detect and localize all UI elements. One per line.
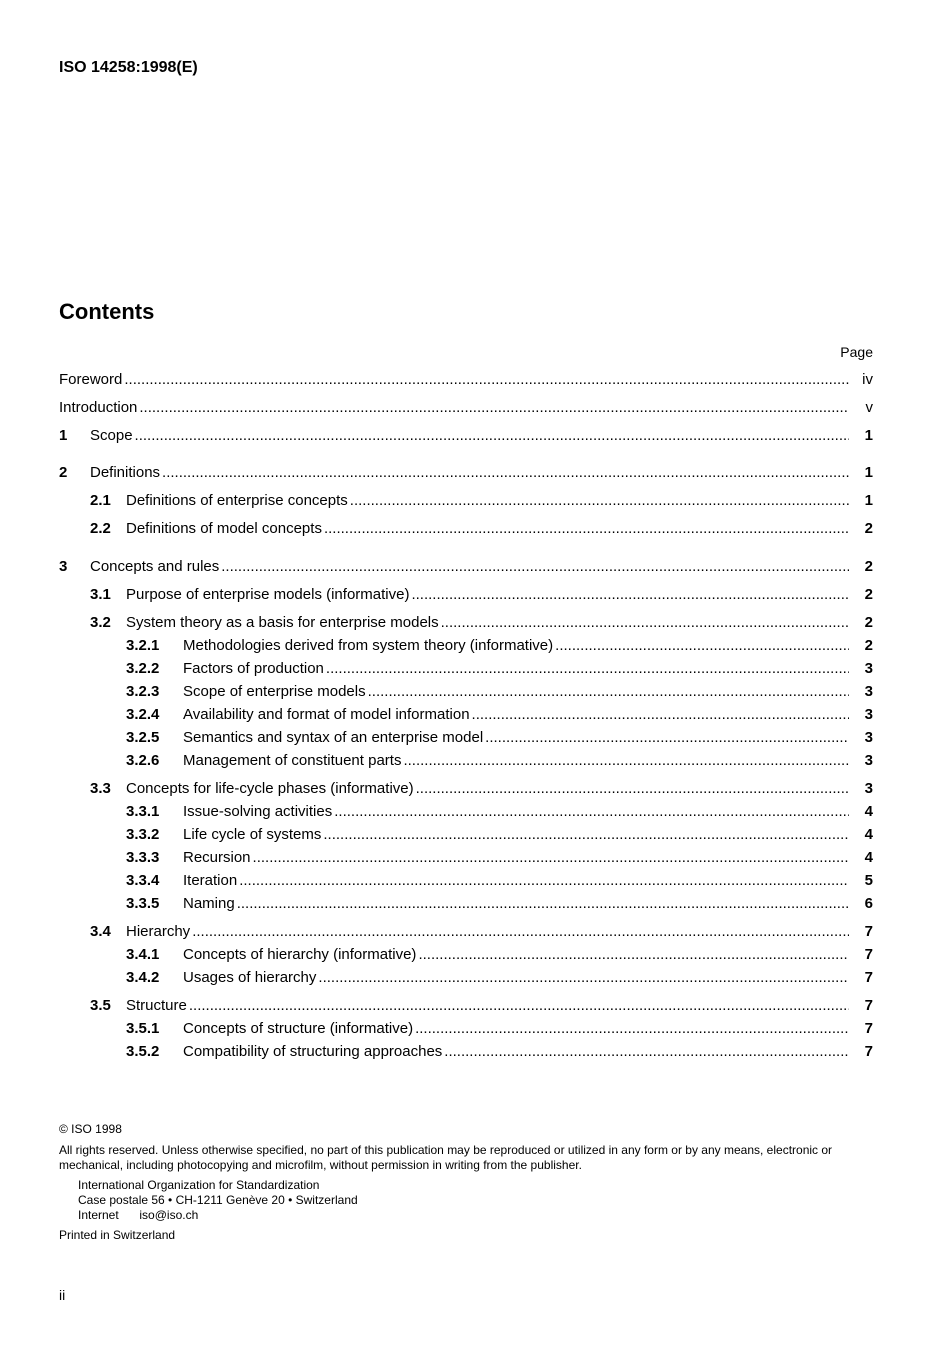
toc-entry-number: 3.5 [90, 997, 111, 1014]
toc-entry-title: Iteration [183, 869, 239, 892]
toc-entry[interactable] [59, 489, 873, 512]
printed-in: Printed in Switzerland [59, 1228, 176, 1242]
toc-entry-title: Scope of enterprise models [183, 680, 368, 703]
toc-entry-number: 2.1 [90, 492, 111, 509]
toc-entry-number: 3.5.2 [126, 1043, 160, 1060]
toc-entry[interactable] [59, 943, 873, 966]
dot-leader [192, 920, 849, 943]
dot-leader [221, 555, 849, 578]
toc-entry-title: Foreword [59, 368, 124, 391]
toc-entry[interactable] [59, 1040, 873, 1063]
dot-leader [253, 846, 849, 869]
dot-leader [318, 966, 849, 989]
toc-entry-page: 3 [864, 780, 873, 797]
toc-entry[interactable] [59, 800, 873, 823]
dot-leader [415, 1017, 849, 1040]
toc-entry-title: Methodologies derived from system theory (informative) [183, 634, 555, 657]
dot-leader [237, 892, 849, 915]
toc-entry-number: 3.2 [90, 614, 111, 631]
toc-entry-number: 2 [59, 464, 68, 481]
toc-entry-page: 7 [864, 1043, 873, 1060]
toc-entry-number: 1 [59, 427, 68, 444]
toc-entry[interactable] [59, 823, 873, 846]
toc-entry-number: 3.3.1 [126, 803, 160, 820]
toc-entry-page: 3 [864, 729, 873, 746]
dot-leader [162, 461, 849, 484]
toc-entry-page: 7 [864, 923, 873, 940]
toc-entry-title: Naming [183, 892, 237, 915]
toc-entry-page: 7 [864, 946, 873, 963]
toc-entry-page: v [865, 399, 873, 416]
toc-entry-number: 3.2.5 [126, 729, 160, 746]
toc-entry-number: 3.4.1 [126, 946, 160, 963]
org-address: Case postale 56 • CH-1211 Genève 20 • Switzerland [78, 1193, 358, 1207]
toc-entry-page: 2 [864, 520, 873, 537]
toc-entry[interactable] [59, 517, 873, 540]
dot-leader [411, 583, 849, 606]
dot-leader [416, 777, 849, 800]
toc-entry-page: 3 [864, 706, 873, 723]
toc-entry-title: Definitions of enterprise concepts [126, 489, 350, 512]
toc-entry-number: 3.2.4 [126, 706, 160, 723]
toc-entry[interactable] [59, 634, 873, 657]
toc-entry-title: Concepts and rules [90, 555, 221, 578]
toc-entry-title: Issue-solving activities [183, 800, 334, 823]
dot-leader [472, 703, 849, 726]
contents-heading: Contents [59, 299, 155, 324]
dot-leader [326, 657, 849, 680]
dot-leader [350, 489, 849, 512]
toc-entry[interactable] [59, 396, 873, 419]
toc-entry-number: 3.4.2 [126, 969, 160, 986]
toc-entry-title: Concepts of hierarchy (informative) [183, 943, 418, 966]
copyright-footer [59, 1122, 875, 1243]
internet-label: Internet [78, 1208, 119, 1222]
toc-entry-page: 1 [864, 492, 873, 509]
toc-entry-title: Concepts of structure (informative) [183, 1017, 415, 1040]
toc-entry-page: 4 [864, 849, 873, 866]
toc-entry-page: 6 [864, 895, 873, 912]
dot-leader [485, 726, 849, 749]
toc-entry-title: Recursion [183, 846, 253, 869]
toc-entry-title: Availability and format of model information [183, 703, 472, 726]
toc-entry[interactable] [59, 846, 873, 869]
internet-email: iso@iso.ch [139, 1208, 199, 1222]
toc-entry[interactable] [59, 777, 873, 800]
toc-entry-title: Introduction [59, 396, 139, 419]
toc-entry[interactable] [59, 994, 873, 1017]
org-name: International Organization for Standardization [78, 1178, 320, 1192]
toc-entry-page: 1 [864, 464, 873, 481]
toc-entry-title: Definitions [90, 461, 162, 484]
toc-entry[interactable] [59, 892, 873, 915]
toc-entry-title: Purpose of enterprise models (informative) [126, 583, 411, 606]
toc-entry-page: 2 [864, 558, 873, 575]
toc-entry-title: Factors of production [183, 657, 326, 680]
dot-leader [135, 424, 849, 447]
dot-leader [418, 943, 849, 966]
toc-entry[interactable] [59, 424, 873, 447]
toc-entry-title: System theory as a basis for enterprise models [126, 611, 441, 634]
toc-entry[interactable] [59, 726, 873, 749]
toc-entry-title: Definitions of model concepts [126, 517, 324, 540]
dot-leader [403, 749, 849, 772]
toc-entry-page: 1 [864, 427, 873, 444]
toc-entry[interactable] [59, 869, 873, 892]
table-of-contents [59, 368, 873, 1063]
toc-entry-number: 3.2.1 [126, 637, 160, 654]
toc-entry-number: 3.2.2 [126, 660, 160, 677]
dot-leader [555, 634, 849, 657]
toc-entry[interactable] [59, 1017, 873, 1040]
toc-entry-number: 3.2.6 [126, 752, 160, 769]
toc-entry[interactable] [59, 680, 873, 703]
toc-entry-page: 3 [864, 683, 873, 700]
toc-entry-page: 2 [864, 586, 873, 603]
page-column-label: Page [840, 344, 873, 360]
toc-entry-page: 2 [864, 614, 873, 631]
toc-entry-page: 2 [864, 637, 873, 654]
toc-entry-page: 4 [864, 826, 873, 843]
dot-leader [124, 368, 849, 391]
toc-entry-number: 3.3.5 [126, 895, 160, 912]
toc-entry-number: 3 [59, 558, 68, 575]
toc-entry[interactable] [59, 703, 873, 726]
toc-entry-page: iv [862, 371, 873, 388]
toc-entry-number: 3.1 [90, 586, 111, 603]
toc-entry-number: 3.2.3 [126, 683, 160, 700]
toc-entry-number: 2.2 [90, 520, 111, 537]
dot-leader [139, 396, 849, 419]
toc-entry[interactable] [59, 461, 873, 484]
toc-entry[interactable] [59, 966, 873, 989]
toc-entry-title: Scope [90, 424, 135, 447]
toc-entry-title: Compatibility of structuring approaches [183, 1040, 444, 1063]
toc-entry-title: Structure [126, 994, 189, 1017]
toc-entry-page: 7 [864, 969, 873, 986]
toc-entry-page: 4 [864, 803, 873, 820]
dot-leader [368, 680, 849, 703]
toc-entry-number: 3.4 [90, 923, 111, 940]
toc-entry-page: 3 [864, 660, 873, 677]
toc-entry[interactable] [59, 657, 873, 680]
toc-entry-page: 5 [864, 872, 873, 889]
toc-entry[interactable] [59, 749, 873, 772]
toc-entry-number: 3.3.4 [126, 872, 160, 889]
dot-leader [239, 869, 849, 892]
dot-leader [324, 517, 849, 540]
toc-entry[interactable] [59, 920, 873, 943]
toc-entry-title: Hierarchy [126, 920, 192, 943]
toc-entry-number: 3.5.1 [126, 1020, 160, 1037]
toc-entry-title: Semantics and syntax of an enterprise model [183, 726, 485, 749]
toc-entry[interactable] [59, 368, 873, 391]
toc-entry[interactable] [59, 611, 873, 634]
toc-entry-page: 7 [864, 997, 873, 1014]
dot-leader [441, 611, 849, 634]
toc-entry-title: Concepts for life-cycle phases (informative) [126, 777, 416, 800]
dot-leader [323, 823, 849, 846]
rights-statement: All rights reserved. Unless otherwise specified, no part of this publication may be reproduced or utilized in any form or by any means, electronic or mechanical, including photocopying and microfilm, without permission in writing from the publisher. [59, 1143, 833, 1172]
toc-entry-page: 7 [864, 1020, 873, 1037]
toc-entry-title: Management of constituent parts [183, 749, 403, 772]
dot-leader [189, 994, 849, 1017]
toc-entry-page: 3 [864, 752, 873, 769]
copyright-line: © ISO 1998 [59, 1122, 122, 1136]
toc-entry-title: Life cycle of systems [183, 823, 323, 846]
toc-entry-number: 3.3.2 [126, 826, 160, 843]
org-internet [78, 1208, 875, 1223]
document-id: ISO 14258:1998(E) [59, 59, 198, 76]
toc-entry-number: 3.3.3 [126, 849, 160, 866]
toc-entry[interactable] [59, 583, 873, 606]
dot-leader [444, 1040, 849, 1063]
toc-entry[interactable] [59, 555, 873, 578]
dot-leader [334, 800, 849, 823]
page-number: ii [59, 1287, 66, 1303]
toc-entry-number: 3.3 [90, 780, 111, 797]
toc-entry-title: Usages of hierarchy [183, 966, 318, 989]
